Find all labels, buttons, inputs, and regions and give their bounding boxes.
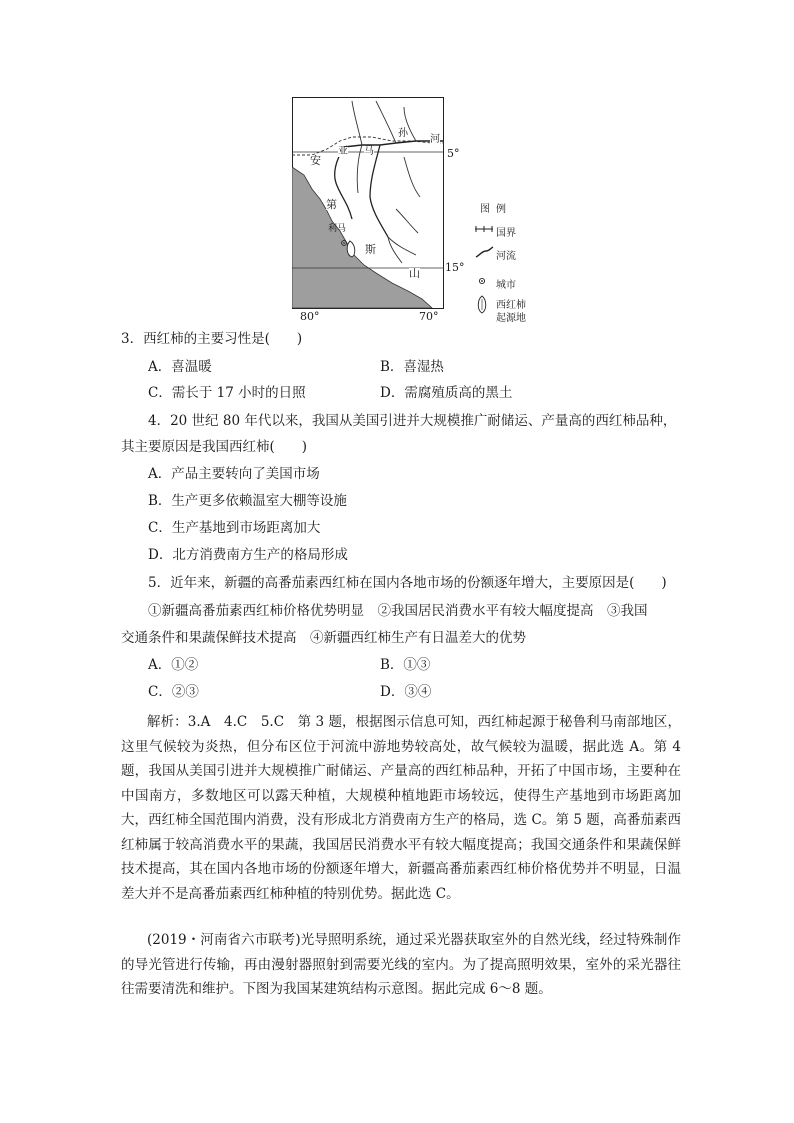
q4-option-b: B．生产更多依赖温室大棚等设施 <box>148 493 347 509</box>
q5-stem: 5．近年来，新疆的高番茄素西红柿在国内各地市场的份额逐年增大，主要原因是( ) <box>148 575 667 591</box>
map-drawing <box>292 97 444 309</box>
lat-5-label: 5° <box>447 147 460 160</box>
q5-statements-line1: ①新疆高番茄素西红柿价格优势明显 ②我国居民消费水平有较大幅度提高 ③我国 <box>148 603 648 619</box>
legend-label-city: 城市 <box>496 280 516 291</box>
q3-option-c: C．需长于 17 小时的日照 <box>148 385 306 401</box>
peru-map <box>292 97 444 309</box>
lon-80-label: 80° <box>300 310 320 323</box>
legend-title: 图例 <box>480 204 512 215</box>
q3-option-d: D．需腐殖质高的黑土 <box>380 385 513 401</box>
tomato-origin-icon <box>474 294 494 316</box>
river-icon <box>474 245 494 259</box>
map-label-an: 安 <box>310 154 321 167</box>
q4-stem-line2: 其主要原因是我国西红柿( ) <box>121 439 308 455</box>
map-label-ya: 亚 <box>338 146 348 157</box>
map-label-ma: 马 <box>364 146 374 157</box>
map-label-lima: 利马 <box>328 224 347 234</box>
q4-stem-line1: 4．20 世纪 80 年代以来，我国从美国引进并大规模推广耐储运、产量高的西红柿品种， <box>148 413 677 429</box>
legend-label-border: 国界 <box>496 228 516 239</box>
q3-stem: 3．西红柿的主要习性是( ) <box>121 331 303 347</box>
map-label-he: 河 <box>430 134 440 145</box>
lon-70-label: 70° <box>419 310 439 323</box>
legend-label-river: 河流 <box>496 251 516 262</box>
intro-text: (2019・河南省六市联考)光导照明系统，通过采光器获取室外的自然光线，经过特殊制作的导光管进行传输，再由漫射器照射到需要光线的室内。为了提高照明效果，室外的采光器往往需要清洗和维护。下图为我国某建筑结构示意图。据此完成 6～8 题。 <box>121 932 681 997</box>
analysis-paragraph <box>121 710 681 906</box>
q4-option-d: D．北方消费南方生产的格局形成 <box>148 547 348 563</box>
map-label-shan: 山 <box>409 267 420 280</box>
q5-option-a: A．①② <box>148 657 199 673</box>
map-label-si: 斯 <box>365 243 376 256</box>
lat-15-label: 15° <box>445 261 465 274</box>
border-icon <box>474 222 494 236</box>
q5-option-d: D．③④ <box>380 684 432 700</box>
legend-label-tomato-origin: 西红柿 <box>496 300 526 311</box>
q5-statements-line2: 交通条件和果蔬保鲜技术提高 ④新疆西红柿生产有日温差大的优势 <box>121 630 526 646</box>
map-label-di: 第 <box>326 198 337 211</box>
intro-paragraph <box>121 928 681 1002</box>
analysis-text: 解析：3.A 4.C 5.C 第 3 题，根据图示信息可知，西红柿起源于秘鲁利马南部地区，这里气候较为炎热，但分布区位于河流中游地势较高处，故气候较为温暖，据此选 A。第 4 题，我国从美国引进并大规模推广耐储运、产量高的西红柿品种，开拓了中国市场，主要种在中国南方，多数地区可以露天种植，大规模种植地距市场较远，使得生产基地到市场距离加大，西红柿全国范围内消费，没有形成北方消费南方生产的格局，选 C。第 5 题，高番茄素西红柿属于较高消费水平的果蔬，我国居民消费水平有较大幅度提高；我国交通条件和果蔬保鲜技术提高，其在国内各地市场的份额逐年增大，新疆高番茄素西红柿价格优势并不明显，日温差大并不是高番茄素西红柿种植的特别优势。据此选 C。 <box>121 714 681 902</box>
q3-option-b: B．喜湿热 <box>380 359 444 375</box>
city-icon <box>474 274 494 288</box>
q5-option-c: C．②③ <box>148 684 199 700</box>
q3-option-a: A．喜温暖 <box>148 359 212 375</box>
q4-option-c: C．生产基地到市场距离加大 <box>148 520 321 536</box>
q4-option-a: A．产品主要转向了美国市场 <box>148 466 320 482</box>
q5-option-b: B．①③ <box>380 657 431 673</box>
legend-label-tomato-origin-2: 起源地 <box>496 313 526 324</box>
map-label-sun: 孙 <box>398 128 408 139</box>
